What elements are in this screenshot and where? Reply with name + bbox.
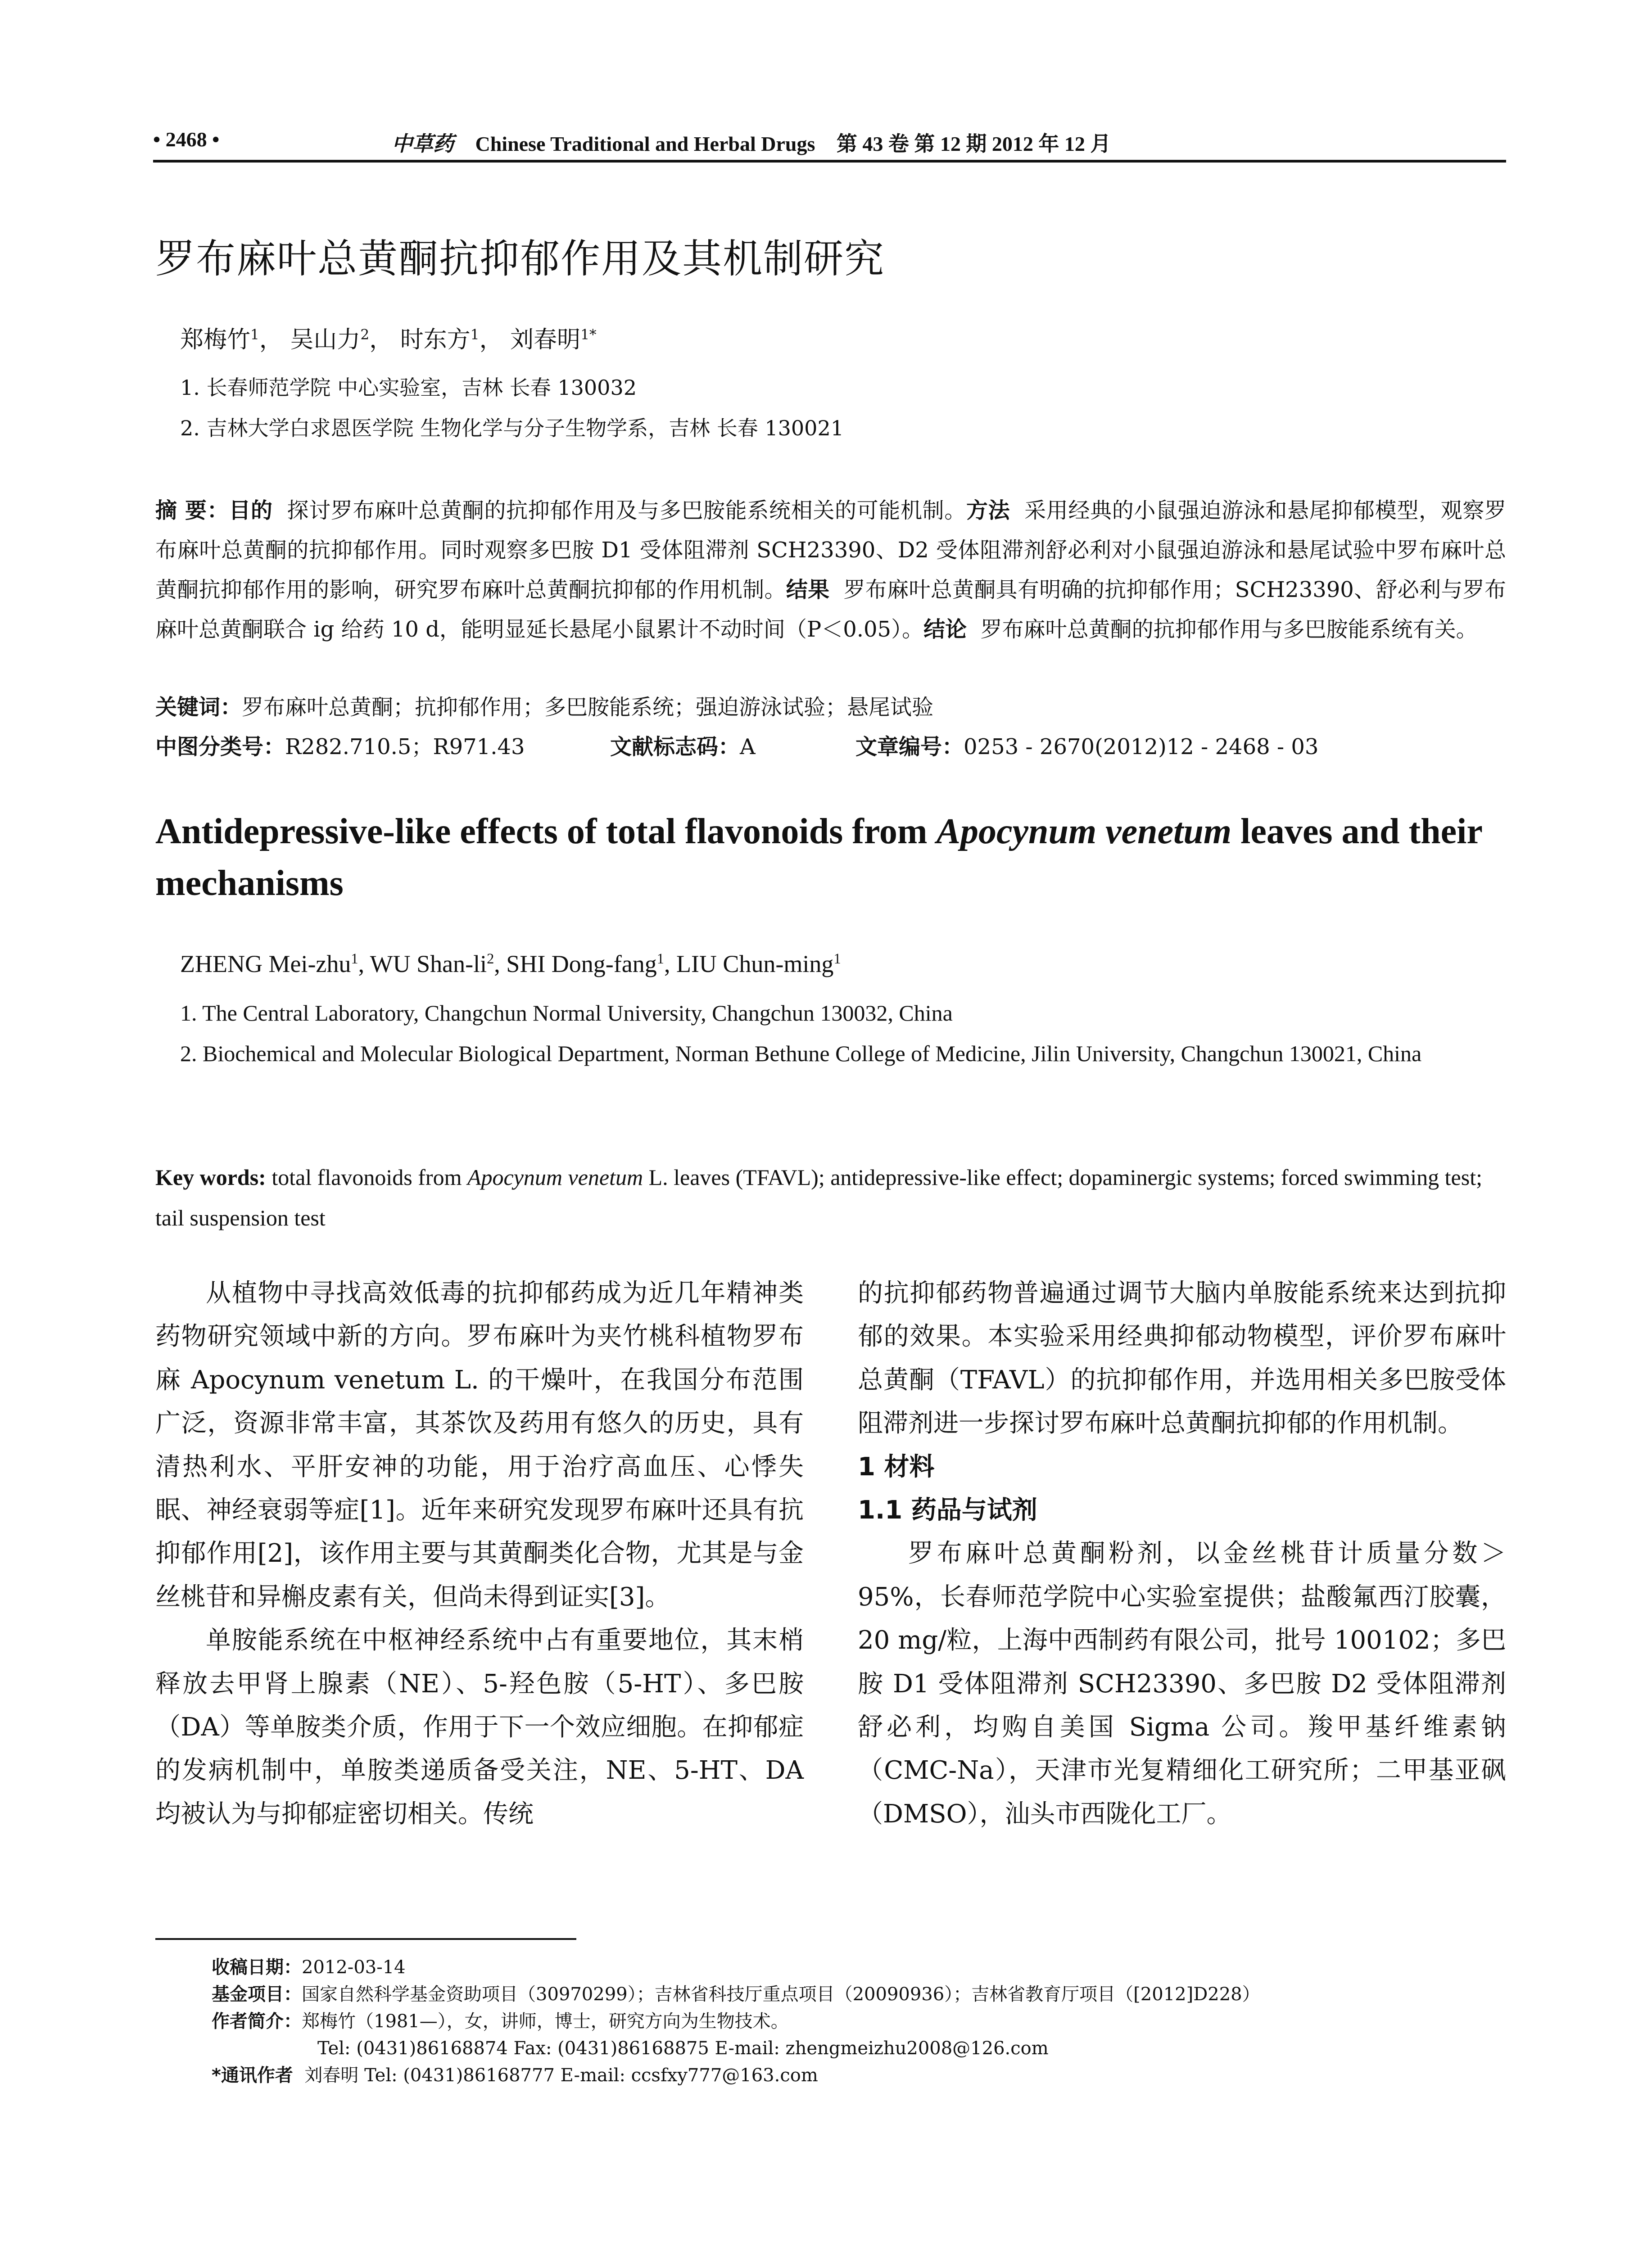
footnote-fund xyxy=(212,1981,1517,2008)
authors-chinese: 郑梅竹$^1$， 吴山力$^2$， 时东方$^1$， 刘春明$^{1*}$ xyxy=(180,326,597,353)
affiliation-en-1: 1. The Central Laboratory, Changchun Normal University, Changchun 130032, China xyxy=(180,1000,953,1026)
title-en-species: Apocynum venetum xyxy=(936,812,1232,851)
document-code xyxy=(610,729,756,760)
author-sup: 2 xyxy=(360,326,370,343)
author-name: 吴山力 xyxy=(290,326,361,353)
author-bio-label: 作者简介： xyxy=(212,2011,302,2032)
author-bio: 郑梅竹（1981—），女，讲师，博士，研究方向为生物技术。 xyxy=(302,2011,789,2032)
abstract-chinese xyxy=(155,491,1506,649)
keywords-text: 罗布麻叶总黄酮；抗抑郁作用；多巴胺能系统；强迫游泳试验；悬尾试验 xyxy=(242,695,934,720)
author-name: 郑梅竹 xyxy=(180,326,251,353)
journal-name-en: Chinese Traditional and Herbal Drugs xyxy=(475,132,815,155)
clc-label: 中图分类号： xyxy=(155,734,285,759)
footnote-rule xyxy=(155,1938,576,1940)
body-paragraph-continued: 的抗抑郁药物普遍通过调节大脑内单胺能系统来达到抗抑郁的效果。本实验采用经典抑郁动物模型，评价罗布麻叶总黄酮（TFAVL）的抗抑郁作用，并选用相关多巴胺受体阻滞剂进一步探讨罗布麻叶总黄酮抗抑郁的作用机制。 xyxy=(858,1279,1506,1438)
author-name: 时东方 xyxy=(400,326,471,353)
author-sup: 1* xyxy=(580,326,597,343)
body-paragraph: 单胺能系统在中枢神经系统中占有重要地位，其末梢释放去甲肾上腺素（NE）、5-羟色胺（5-HT）、多巴胺（DA）等单胺类介质，作用于下一个效应细胞。在抑郁症的发病机制中，单胺类递质备受关注，NE、5-HT、DA 均被认为与抑郁症密切相关。传统 xyxy=(155,1626,804,1829)
subsection-heading: 1.1 药品与试剂 xyxy=(858,1496,1037,1525)
footnote-received xyxy=(212,1954,1517,1981)
keywords-en-pre: total flavonoids from xyxy=(266,1165,467,1190)
title-en-part1: Antidepressive-like effects of total flavonoids from xyxy=(155,812,937,851)
clc-value: R282.710.5；R971.43 xyxy=(285,734,525,759)
section-heading: 1 材料 xyxy=(858,1452,935,1482)
keywords-label: 关键词： xyxy=(155,695,242,720)
body-column-left xyxy=(155,1272,804,1836)
result-label: 结果 xyxy=(786,577,830,602)
keywords-en-label: Key words: xyxy=(155,1165,266,1190)
result-text: 罗布麻叶总黄酮具有明确的抗抑郁作用；SCH23390、舒必利与罗布麻叶总黄酮联合 ig 给药 10 d，能明显延长悬尾小鼠累计不动时间（P＜0.05）。 xyxy=(155,577,1506,642)
footnote-author xyxy=(212,2008,1517,2035)
conclusion-text: 罗布麻叶总黄酮的抗抑郁作用与多巴胺能系统有关。 xyxy=(980,617,1478,642)
journal-issue: 第 43 卷 第 12 期 2012 年 12 月 xyxy=(836,132,1111,155)
doc-value: A xyxy=(740,734,756,759)
authors-english: ZHENG Mei-zhu$^1$, WU Shan-$li^2$, SHI Dong-fang$^1$, LIU Chun-ming$^1$ xyxy=(180,950,841,977)
article-number xyxy=(855,729,1318,760)
header-rule xyxy=(153,160,1506,163)
footnote-author-contact: Tel: (0431)86168874 Fax: (0431)86168875 E-mail: zhengmeizhu2008@126.com xyxy=(317,2038,1049,2059)
page-number: • 2468 • xyxy=(153,128,220,151)
footnote-corresponding xyxy=(212,2062,1517,2089)
author-sup: 1 xyxy=(833,951,841,967)
title-en-part2: leaves and their mechanisms xyxy=(155,812,1482,903)
author-sup: 2 xyxy=(487,951,494,967)
method-text: 采用经典的小鼠强迫游泳和悬尾抑郁模型，观察罗布麻叶总黄酮的抗抑郁作用。同时观察多巴胺 D1 受体阻滞剂 SCH23390、D2 受体阻滞剂舒必利对小鼠强迫游泳和悬尾试验中罗布麻叶总黄酮抗抑郁作用的影响，研究罗布麻叶总黄酮抗抑郁的作用机制。 xyxy=(155,498,1506,602)
footnotes xyxy=(212,1954,1517,2089)
body-column-right xyxy=(858,1272,1506,1836)
classification-row xyxy=(155,729,1506,765)
article-label: 文章编号： xyxy=(855,734,964,759)
journal-name-cn: 中草药 xyxy=(392,132,454,155)
keywords-en-species: Apocynum venetum xyxy=(467,1165,643,1190)
title-english xyxy=(155,806,1506,909)
purpose-text: 探讨罗布麻叶总黄酮的抗抑郁作用及与多巴胺能系统相关的可能机制。 xyxy=(287,498,966,523)
keywords-chinese xyxy=(155,690,933,721)
keywords-en-post: L. leaves (TFAVL); antidepressive-like effect; dopaminergic systems; forced swimming test; tail suspension test xyxy=(155,1165,1482,1230)
corresponding-text: 刘春明 Tel: (0431)86168777 E-mail: ccsfxy777@163.com xyxy=(304,2065,818,2086)
clc-number xyxy=(155,729,525,760)
author-name: SHI Dong-fang xyxy=(506,950,657,977)
received-label: 收稿日期： xyxy=(212,1957,302,1978)
fund-text: 国家自然科学基金资助项目（30970299）；吉林省科技厅重点项目（20090936）；吉林省教育厅项目（[2012]D228） xyxy=(302,1984,1260,2005)
author-name: WU Shan-li xyxy=(370,950,487,977)
corresponding-label: *通讯作者 xyxy=(212,2065,293,2086)
doc-label: 文献标志码： xyxy=(610,734,740,759)
affiliation-en-2: 2. Biochemical and Molecular Biological Department, Norman Bethune College of Medicine, Jilin University, Changchun 130021, China xyxy=(180,1041,1422,1066)
received-date: 2012-03-14 xyxy=(302,1957,406,1978)
body-paragraph: 罗布麻叶总黄酮粉剂，以金丝桃苷计质量分数＞95%，长春师范学院中心实验室提供；盐酸氟西汀胶囊，20 mg/粒，上海中西制药有限公司，批号 100102；多巴胺 D1 受体阻滞剂 SCH23390、多巴胺 D2 受体阻滞剂舒必利，均购自美国 Sigma 公司。羧甲基纤维素钠（CMC-Na），天津市光复精细化工研究所；二甲基亚砜（DMSO），汕头市西陇化工厂。 xyxy=(858,1539,1507,1829)
author-name: LIU Chun-ming xyxy=(676,950,834,977)
conclusion-label: 结论 xyxy=(923,617,967,642)
author-sup: 1 xyxy=(351,951,358,967)
body-paragraph: 从植物中寻找高效低毒的抗抑郁药成为近几年精神类药物研究领域中新的方向。罗布麻叶为夹竹桃科植物罗布麻 Apocynum venetum L. 的干燥叶，在我国分布范围广泛，资源非常丰富，其茶饮及药用有悠久的历史，具有清热利水、平肝安神的功能，用于治疗高血压、心悸失眠、神经衰弱等症[1]。近年来研究发现罗布麻叶还具有抗抑郁作用[2]，该作用主要与其黄酮类化合物，尤其是与金丝桃苷和异槲皮素有关，但尚未得到证实[3]。 xyxy=(155,1279,804,1612)
article-value: 0253 - 2670(2012)12 - 2468 - 03 xyxy=(964,734,1319,759)
journal-info xyxy=(392,127,1111,157)
running-header xyxy=(153,124,1506,160)
author-sup: 1 xyxy=(250,326,259,343)
abstract-label: 摘 要： xyxy=(155,498,229,523)
affiliation-cn-2: 2. 吉林大学白求恩医学院 生物化学与分子生物学系，吉林 长春 130021 xyxy=(180,416,844,440)
method-label: 方法 xyxy=(966,498,1010,523)
author-sup: 1 xyxy=(470,326,480,343)
keywords-english xyxy=(155,1157,1506,1238)
purpose-label: 目的 xyxy=(229,498,273,523)
author-name: 刘春明 xyxy=(510,326,581,353)
title-chinese: 罗布麻叶总黄酮抗抑郁作用及其机制研究 xyxy=(155,235,885,282)
author-name: ZHENG Mei-zhu xyxy=(180,950,351,977)
author-sup: 1 xyxy=(656,951,664,967)
affiliation-cn-1: 1. 长春师范学院 中心实验室，吉林 长春 130032 xyxy=(180,375,637,400)
fund-label: 基金项目： xyxy=(212,1984,302,2005)
